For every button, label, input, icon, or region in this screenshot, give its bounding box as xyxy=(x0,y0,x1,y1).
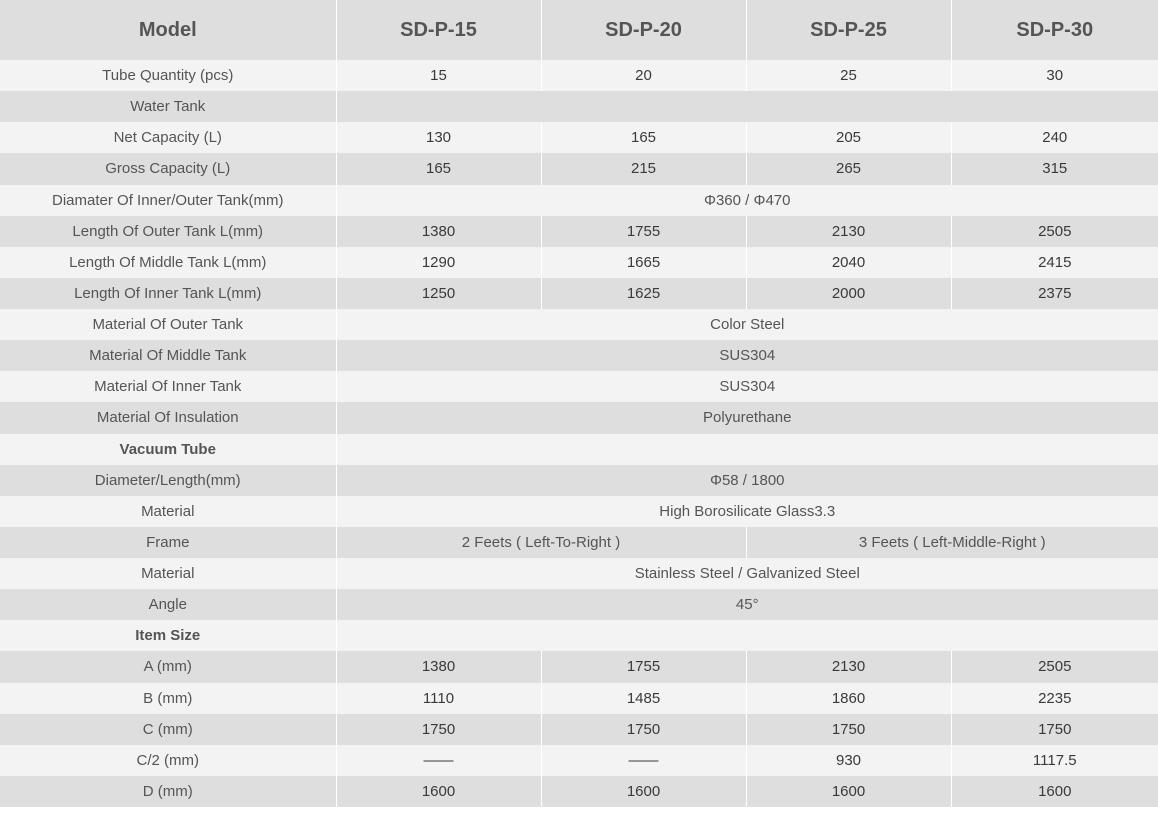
header-label: Model xyxy=(138,18,197,41)
table-row xyxy=(0,745,1158,776)
cell-value: 315 xyxy=(951,153,1158,184)
row-label: C (mm) xyxy=(142,720,193,738)
table-row xyxy=(0,714,1158,745)
row-label: Material xyxy=(141,502,195,520)
model-header: SD-P-30 xyxy=(951,0,1158,60)
spec-body xyxy=(0,60,1158,807)
row-label: Material Of Inner Tank xyxy=(94,378,242,396)
half-value: 3 Feets ( Left-Middle-Right ) xyxy=(746,527,1158,558)
row-label: Length Of Inner Tank L(mm) xyxy=(74,284,262,302)
row-label: Length Of Middle Tank L(mm) xyxy=(69,253,267,271)
row-label: Vacuum Tube xyxy=(119,440,216,458)
spanned-value: SUS304 xyxy=(336,371,1158,402)
row-label: Item Size xyxy=(135,627,201,645)
cell-value: —— xyxy=(541,745,746,776)
cell-value: 930 xyxy=(746,745,951,776)
row-label: C/2 (mm) xyxy=(136,751,199,769)
cell-value: 1665 xyxy=(541,247,746,278)
cell-value: 1750 xyxy=(746,714,951,745)
table-row xyxy=(0,465,1158,496)
cell-value: 165 xyxy=(336,153,541,184)
table-row xyxy=(0,620,1158,651)
table-row xyxy=(0,776,1158,807)
row-label: Net Capacity (L) xyxy=(113,129,222,147)
table-row xyxy=(0,527,1158,558)
cell-value: 1250 xyxy=(336,278,541,309)
table-row xyxy=(0,247,1158,278)
cell-value: 1750 xyxy=(951,714,1158,745)
table-row xyxy=(0,496,1158,527)
row-label: Frame xyxy=(146,533,190,551)
cell-value: 205 xyxy=(746,122,951,153)
table-row xyxy=(0,340,1158,371)
table-row xyxy=(0,589,1158,620)
cell-value: 1380 xyxy=(336,651,541,682)
cell-value: 1625 xyxy=(541,278,746,309)
cell-value: 265 xyxy=(746,153,951,184)
cell-value: 15 xyxy=(336,60,541,91)
cell-value: 1755 xyxy=(541,651,746,682)
table-row xyxy=(0,278,1158,309)
cell-value: 1110 xyxy=(336,683,541,714)
cell-value: 2505 xyxy=(951,216,1158,247)
spanned-value: Stainless Steel / Galvanized Steel xyxy=(336,558,1158,589)
row-label: Gross Capacity (L) xyxy=(105,160,231,178)
cell-value: 1380 xyxy=(336,216,541,247)
cell-value: 1485 xyxy=(541,683,746,714)
spanned-value: Φ360 / Φ470 xyxy=(336,185,1158,216)
cell-value: 2130 xyxy=(746,651,951,682)
table-row xyxy=(0,91,1158,122)
cell-value: 1600 xyxy=(336,776,541,807)
cell-value: 1860 xyxy=(746,683,951,714)
row-label: Diamater Of Inner/Outer Tank(mm) xyxy=(52,191,284,209)
cell-value: 2235 xyxy=(951,683,1158,714)
cell-value: 1117.5 xyxy=(951,745,1158,776)
cell-value: —— xyxy=(336,745,541,776)
empty-cell xyxy=(336,434,1158,465)
model-header: SD-P-25 xyxy=(746,0,951,60)
cell-value: 2130 xyxy=(746,216,951,247)
cell-value: 215 xyxy=(541,153,746,184)
row-label: Diameter/Length(mm) xyxy=(94,471,241,489)
empty-cell xyxy=(336,620,1158,651)
table-row xyxy=(0,683,1158,714)
row-label: B (mm) xyxy=(143,689,193,707)
cell-value: 2505 xyxy=(951,651,1158,682)
cell-value: 1755 xyxy=(541,216,746,247)
table-row xyxy=(0,651,1158,682)
cell-value: 2000 xyxy=(746,278,951,309)
row-label: Material Of Insulation xyxy=(96,409,239,427)
spanned-value: Polyurethane xyxy=(336,402,1158,433)
half-value: 2 Feets ( Left-To-Right ) xyxy=(336,527,746,558)
cell-value: 1600 xyxy=(746,776,951,807)
spanned-value: 45° xyxy=(336,589,1158,620)
table-row xyxy=(0,60,1158,91)
table-row xyxy=(0,153,1158,184)
cell-value: 30 xyxy=(951,60,1158,91)
cell-value: 20 xyxy=(541,60,746,91)
row-label: Angle xyxy=(148,596,187,614)
row-label: Material Of Outer Tank xyxy=(92,316,244,334)
cell-value: 1600 xyxy=(541,776,746,807)
empty-cell xyxy=(336,91,1158,122)
spanned-value: SUS304 xyxy=(336,340,1158,371)
table-row xyxy=(0,558,1158,589)
row-label: Material xyxy=(141,565,195,583)
table-row xyxy=(0,216,1158,247)
cell-value: 2415 xyxy=(951,247,1158,278)
cell-value: 25 xyxy=(746,60,951,91)
table-row xyxy=(0,434,1158,465)
cell-value: 1750 xyxy=(336,714,541,745)
row-label: Material Of Middle Tank xyxy=(89,347,247,365)
row-label: Length Of Outer Tank L(mm) xyxy=(72,222,264,240)
cell-value: 2375 xyxy=(951,278,1158,309)
row-label: Water Tank xyxy=(130,98,206,116)
model-header: SD-P-20 xyxy=(541,0,746,60)
table-row xyxy=(0,309,1158,340)
table-row xyxy=(0,185,1158,216)
cell-value: 1600 xyxy=(951,776,1158,807)
model-header: SD-P-15 xyxy=(336,0,541,60)
spanned-value: High Borosilicate Glass3.3 xyxy=(336,496,1158,527)
table-row xyxy=(0,371,1158,402)
table-row xyxy=(0,122,1158,153)
spanned-value: Φ58 / 1800 xyxy=(336,465,1158,496)
row-label: A (mm) xyxy=(143,658,192,676)
table-row xyxy=(0,402,1158,433)
row-label: Tube Quantity (pcs) xyxy=(102,67,234,85)
cell-value: 165 xyxy=(541,122,746,153)
cell-value: 1750 xyxy=(541,714,746,745)
header-row xyxy=(0,0,1158,60)
cell-value: 1290 xyxy=(336,247,541,278)
spanned-value: Color Steel xyxy=(336,309,1158,340)
cell-value: 130 xyxy=(336,122,541,153)
cell-value: 240 xyxy=(951,122,1158,153)
row-label: D (mm) xyxy=(142,782,193,800)
cell-value: 2040 xyxy=(746,247,951,278)
